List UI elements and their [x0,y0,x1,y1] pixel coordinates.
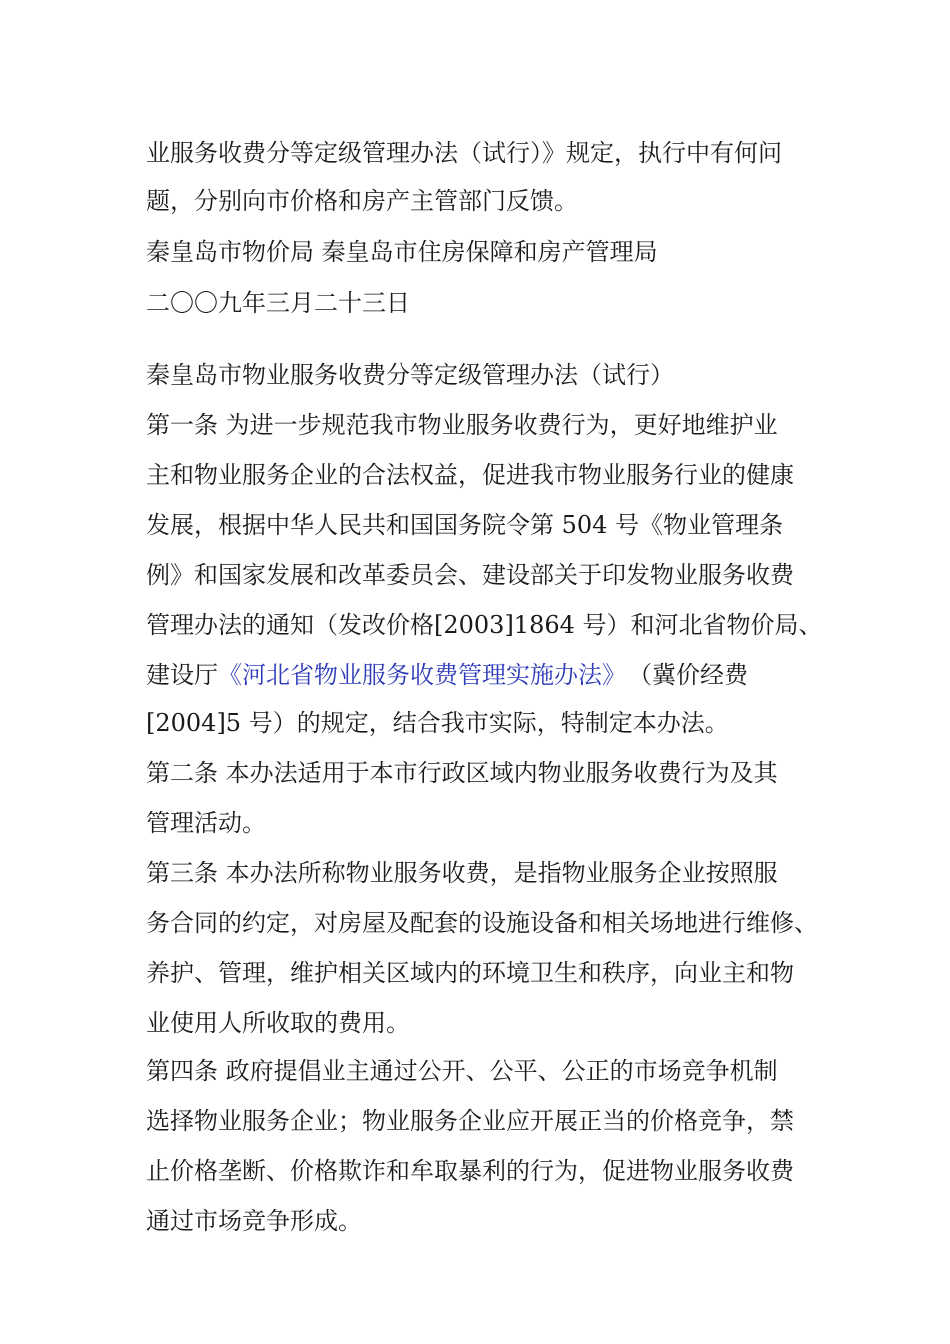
issue-date: 二〇〇九年三月二十三日 [146,289,410,317]
article-4-line: 止价格垄断、价格欺诈和牟取暴利的行为，促进物业服务收费 [146,1157,794,1185]
article-3-line: 养护、管理，维护相关区域内的环境卫生和秩序，向业主和物 [146,959,794,987]
article-4-line: 选择物业服务企业；物业服务企业应开展正当的价格竞争，禁 [146,1107,794,1135]
text-segment: （冀价经费 [640,661,748,689]
article-3-line: 第三条 本办法所称物业服务收费，是指物业服务企业按照服 [146,859,778,887]
article-4-line: 第四条 政府提倡业主通过公开、公平、公正的市场竞争机制 [146,1057,778,1085]
document-title: 秦皇岛市物业服务收费分等定级管理办法（试行） [146,361,674,389]
article-1-line: 管理办法的通知（发改价格[2003]1864 号）和河北省物价局、 [146,611,823,639]
article-2-line: 管理活动。 [146,809,266,837]
article-1-line [146,660,748,690]
article-2-line: 第二条 本办法适用于本市行政区域内物业服务收费行为及其 [146,759,778,787]
article-1-line: 例》和国家发展和改革委员会、建设部关于印发物业服务收费 [146,561,794,589]
article-1-line: 第一条 为进一步规范我市物业服务收费行为，更好地维护业 [146,411,778,439]
article-1-line: 发展，根据中华人民共和国国务院令第 504 号《物业管理条 [146,511,784,539]
article-1-line: [2004]5 号）的规定，结合我市实际，特制定本办法。 [146,709,729,737]
article-3-line: 务合同的约定，对房屋及配套的设施设备和相关场地进行维修、 [146,909,818,937]
article-4-line: 通过市场竞争形成。 [146,1207,362,1235]
regulation-link[interactable]: 《河北省物业服务收费管理实施办法》 [218,661,626,689]
signature-issuers: 秦皇岛市物价局 秦皇岛市住房保障和房产管理局 [146,238,658,266]
text-line: 题，分别向市价格和房产主管部门反馈。 [146,187,578,215]
article-3-line: 业使用人所收取的费用。 [146,1009,410,1037]
text-line: 业服务收费分等定级管理办法（试行）》规定，执行中有何问 [146,139,782,167]
article-1-line: 主和物业服务企业的合法权益，促进我市物业服务行业的健康 [146,461,794,489]
text-segment: 建设厅 [146,661,218,689]
